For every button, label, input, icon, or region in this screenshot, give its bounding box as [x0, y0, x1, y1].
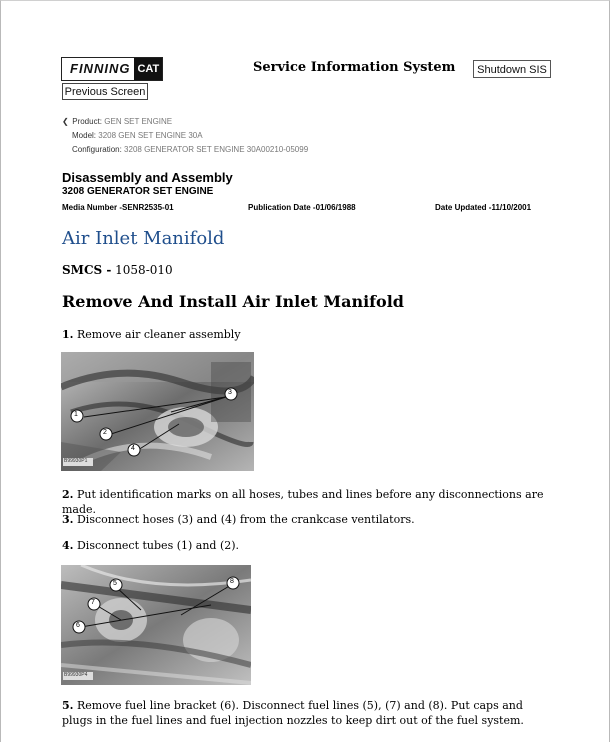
callout-2: 2: [103, 429, 107, 436]
smcs-code: [62, 263, 173, 277]
date-updated: Date Updated -11/10/2001: [435, 203, 532, 212]
callout-5: 5: [113, 580, 117, 587]
step-5: 5. Remove fuel line bracket (6). Disconnect fuel lines (5), (7) and (8). Put caps and plugs in the fuel lines and fuel injection nozzles to keep dirt out of the fuel system.: [62, 699, 524, 727]
step-3: 3. Disconnect hoses (3) and (4) from the crankcase ventilators.: [62, 513, 415, 526]
system-title: Service Information System: [253, 60, 456, 75]
shutdown-sis-button[interactable]: Shutdown SIS: [473, 60, 551, 78]
cat-logo-icon: CAT: [134, 58, 162, 80]
configuration-value: 3208 GENERATOR SET ENGINE 30A00210-05099: [124, 145, 309, 154]
previous-screen-button[interactable]: Previous Screen: [62, 83, 148, 100]
configuration-line: [72, 145, 308, 154]
figure-1-caption: B99930P1: [64, 458, 88, 464]
step-4: 4. Disconnect tubes (1) and (2).: [62, 539, 240, 552]
page-title: Air Inlet Manifold: [62, 228, 225, 249]
configuration-label: Configuration:: [72, 145, 122, 154]
finning-cat-logo: [61, 57, 163, 81]
smcs-value: 1058-010: [115, 263, 173, 277]
step-1: 1. Remove air cleaner assembly: [62, 328, 241, 341]
section-title: Remove And Install Air Inlet Manifold: [62, 292, 404, 311]
document-heading: Disassembly and Assembly: [62, 170, 233, 185]
figure-2-photo: [61, 565, 251, 685]
publication-date: Publication Date -01/06/1988: [248, 203, 356, 212]
figure-1-photo: [61, 352, 254, 471]
engine-photo-2: [61, 565, 251, 685]
step-2: 2. Put identification marks on all hoses, tubes and lines before any disconnections are made.: [62, 488, 544, 516]
document-subheading: 3208 GENERATOR SET ENGINE: [62, 186, 214, 197]
product-line: [62, 117, 172, 126]
logo-text: FINNING: [70, 61, 131, 76]
smcs-label: SMCS -: [62, 263, 112, 277]
model-line: [72, 131, 203, 140]
model-label: Model:: [72, 131, 97, 140]
figure-2-caption: B99930P4: [64, 672, 88, 678]
callout-7: 7: [91, 599, 95, 606]
engine-photo-1: [61, 352, 254, 471]
callout-6: 6: [76, 622, 80, 629]
media-number: Media Number -SENR2535-01: [62, 203, 174, 212]
callout-4: 4: [131, 445, 135, 452]
model-value: 3208 GEN SET ENGINE 30A: [98, 131, 203, 140]
callout-3: 3: [228, 389, 232, 396]
callout-8: 8: [230, 578, 234, 585]
product-value: GEN SET ENGINE: [104, 117, 173, 126]
product-label: Product:: [72, 117, 103, 126]
callout-1: 1: [74, 411, 78, 418]
chevron-left-icon[interactable]: ❮: [62, 117, 69, 126]
